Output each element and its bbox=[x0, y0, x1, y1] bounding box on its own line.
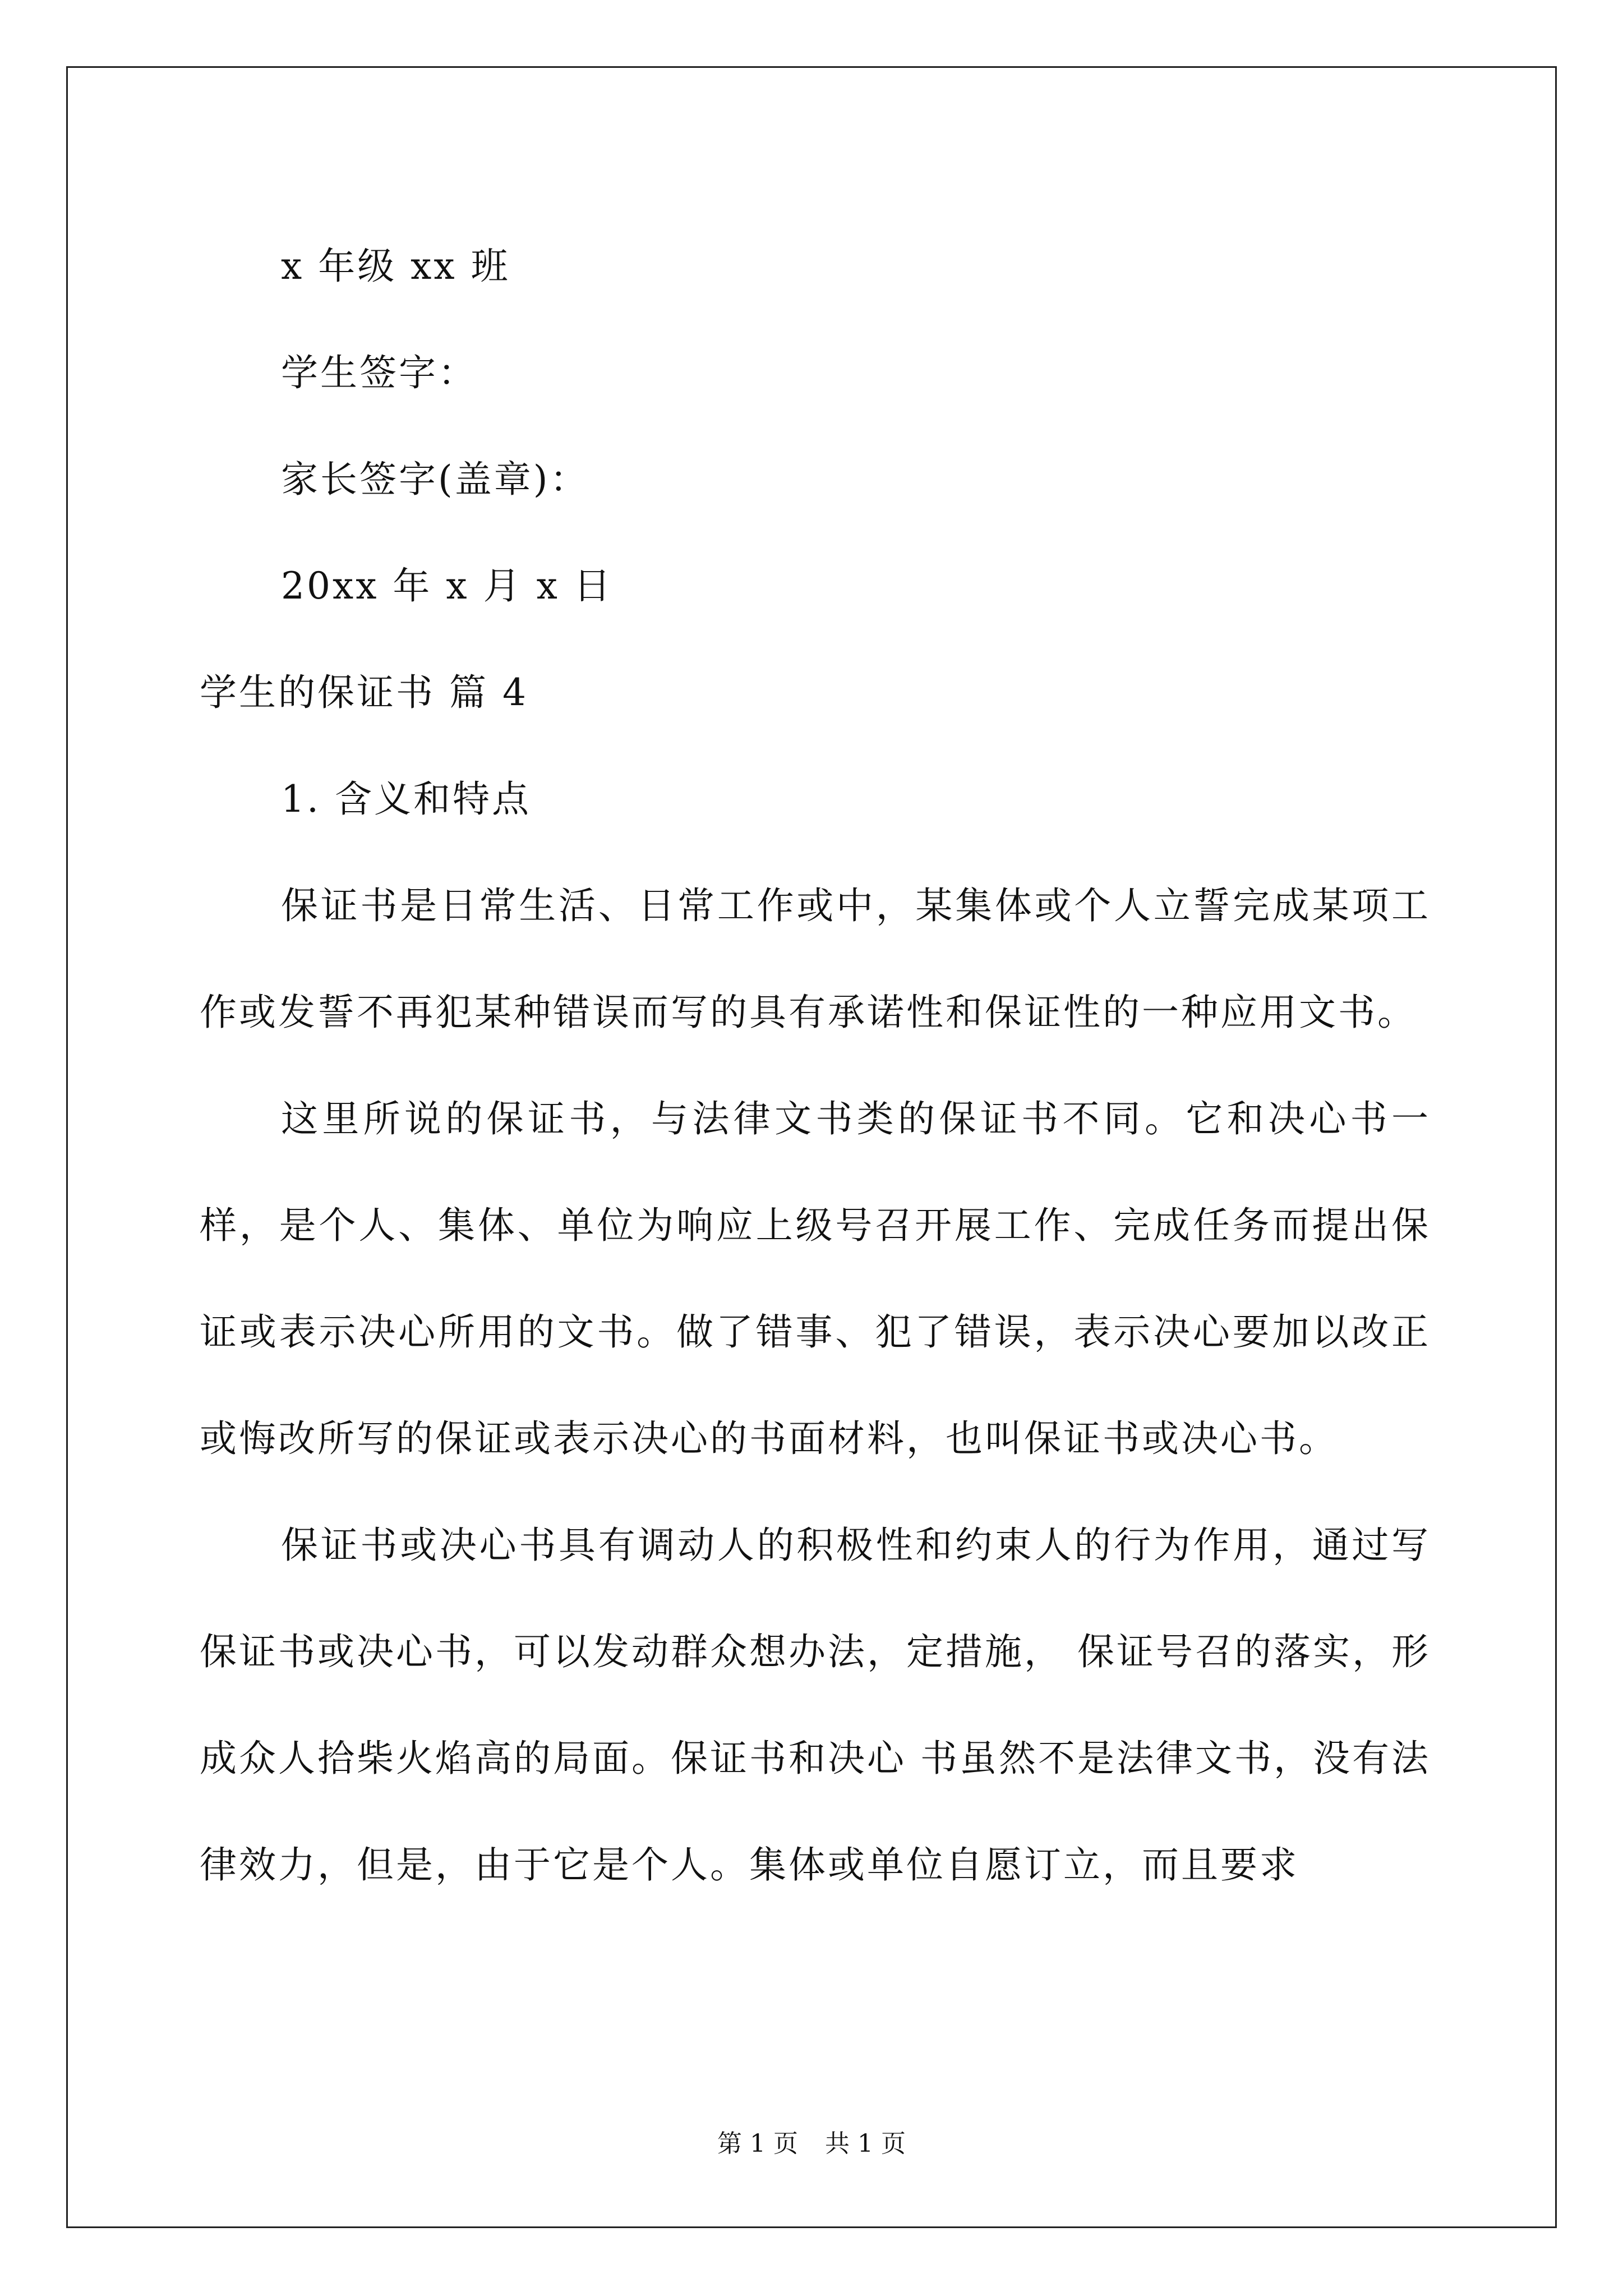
subheading: 1. 含义和特点 bbox=[281, 777, 531, 821]
section-title: 学生的保证书 篇 4 bbox=[200, 671, 528, 714]
page-footer bbox=[0, 2127, 1623, 2161]
paragraph-function: 保证书或决心书具有调动人的积极性和约束人的行为作用，通过写保证书或决心书，可以发动群众想办法，定措施， 保证号召的落实，形成众人拾柴火焰高的局面。保证书和决心 书虽然不是法律文书，没有法律效力，但是，由于它是个人。集体或单位自愿订立，而且要求 bbox=[200, 1524, 1431, 1887]
date-line: 20xx 年 x 月 x 日 bbox=[281, 564, 613, 608]
paragraph-distinction: 这里所说的保证书，与法律文书类的保证书不同。它和决心书一样，是个人、集体、单位为响应上级号召开展工作、完成任务而提出保证或表示决心所用的文书。做了错事、犯了错误，表示决心要加以改正或悔改所写的保证或表示决心的书面材料，也叫保证书或决心书。 bbox=[200, 1097, 1431, 1460]
class-line: x 年级 xx 班 bbox=[281, 245, 510, 288]
student-signature-line: 学生签字： bbox=[281, 351, 477, 394]
paragraph-definition: 保证书是日常生活、日常工作或中，某集体或个人立誓完成某项工作或发誓不再犯某种错误而写的具有承诺性和保证性的一种应用文书。 bbox=[200, 884, 1431, 1034]
page-total: 共 1 页 bbox=[825, 2129, 906, 2158]
parent-signature-line: 家长签字(盖章)： bbox=[281, 458, 589, 501]
page-number: 第 1 页 bbox=[717, 2129, 798, 2158]
document-body bbox=[200, 213, 1431, 1918]
